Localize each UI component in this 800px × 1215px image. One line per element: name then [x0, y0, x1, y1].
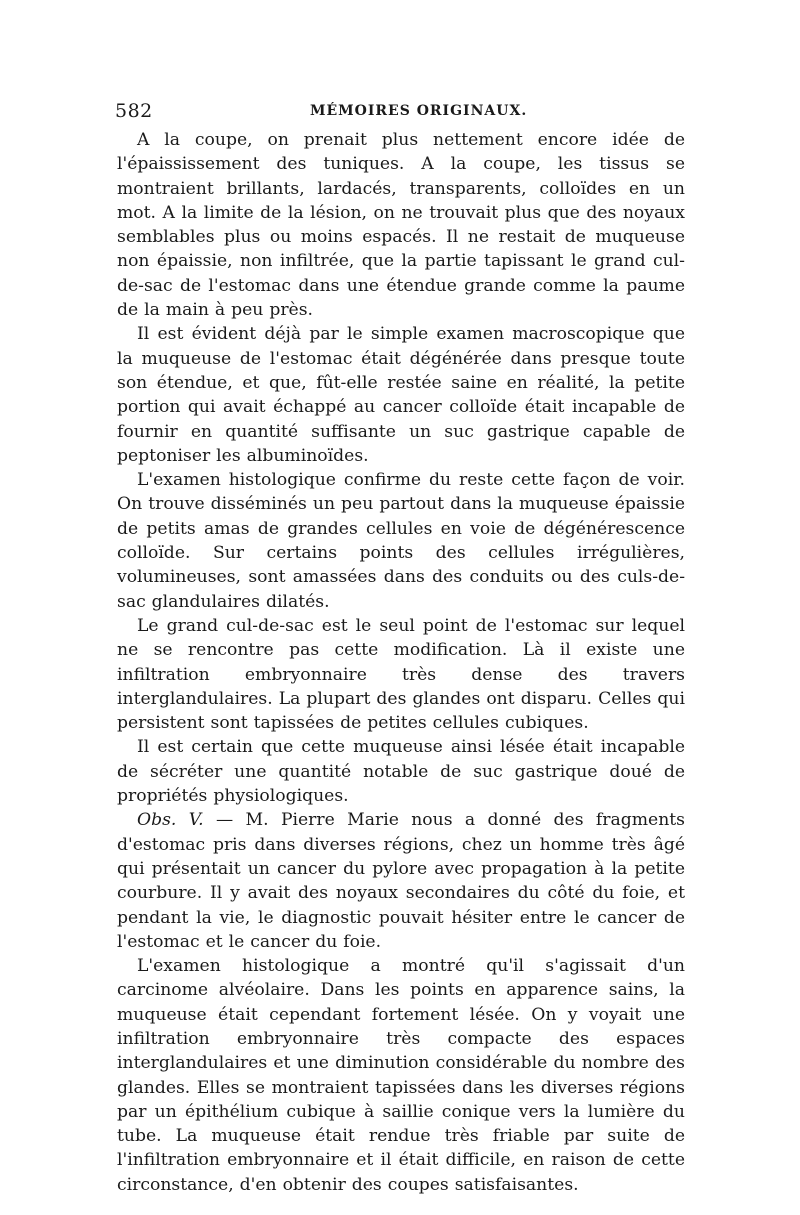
page-header	[115, 100, 685, 126]
paragraph-thickening: A la coupe, on prenait plus nettement encore idée de l'épaississement des tuniques. A la coupe, les tissus se montraient brillants, lardacés, transparents, colloïdes en un mot. A la limite de la lésion, on ne trouvait plus que des noyaux semblables plus ou moins espacés. Il ne restait de muqueuse non épaissie, non infiltrée, que la partie tapissant le grand cul-de-sac de l'estomac dans une étendue grande comme la paume de la main à peu près.	[117, 130, 685, 321]
paragraph-carcinoma: L'examen histologique a montré qu'il s'agissait d'un carcinome alvéolaire. Dans les points en apparence sains, la muqueuse était cependant fortement lésée. On y voyait une infiltration embryonnaire très compacte des espaces interglandulaires et une diminution considérable du nombre des glandes. Elles se montraient tapissées dans les diverses régions par un épithélium cubique à saillie conique vers la lumière du tube. La muqueuse était rendue très friable par suite de l'infiltration embryonnaire et il était difficile, en raison de cette circonstance, d'en obtenir des coupes satisfaisantes.	[117, 956, 685, 1195]
paragraph-macroscopic: Il est évident déjà par le simple examen macroscopique que la muqueuse de l'estomac était dégénérée dans presque toute son étendue, et que, fût-elle restée saine en réalité, la petite portion qui avait échappé au cancer colloïde était incapable de fournir en quantité suffisante un suc gastrique capable de peptoniser les albuminoïdes.	[117, 324, 685, 466]
paragraph-observation-v	[117, 808, 685, 954]
paragraph-histology: L'examen histologique confirme du reste cette façon de voir. On trouve disséminés un peu partout dans la muqueuse épaissie de petits amas de grandes cellules en voie de dégénérescence colloïde. Sur certains points des cellules irrégulières, volumineuses, sont amassées dans des conduits ou des culs-de-sac glandulaires dilatés.	[117, 470, 685, 612]
running-title: MÉMOIRES ORIGINAUX.	[310, 103, 528, 119]
body-text	[117, 128, 685, 1197]
paragraph-cul-de-sac: Le grand cul-de-sac est le seul point de l'estomac sur lequel ne se rencontre pas cette modification. Là il existe une infiltration embryonnaire très dense des travers interglandulaires. La plupart des glandes ont disparu. Celles qui persistent sont tapissées de petites cellules cubiques.	[117, 615, 685, 734]
observation-text: — M. Pierre Marie nous a donné des fragments d'estomac pris dans diverses régions, chez un homme très âgé qui présentait un cancer du pylore avec propagation à la petite courbure. Il y avait des noyaux secondaires du côté du foie, et pendant la vie, le diagnostic pouvait hésiter entre le cancer de l'estomac et le cancer du foie.	[117, 810, 685, 952]
page-number: 582	[115, 100, 153, 122]
paragraph-conclusion: Il est certain que cette muqueuse ainsi lésée était incapable de sécréter une quantité notable de suc gastrique doué de propriétés physiologiques.	[117, 737, 685, 807]
observation-label: Obs. V.	[137, 810, 204, 831]
